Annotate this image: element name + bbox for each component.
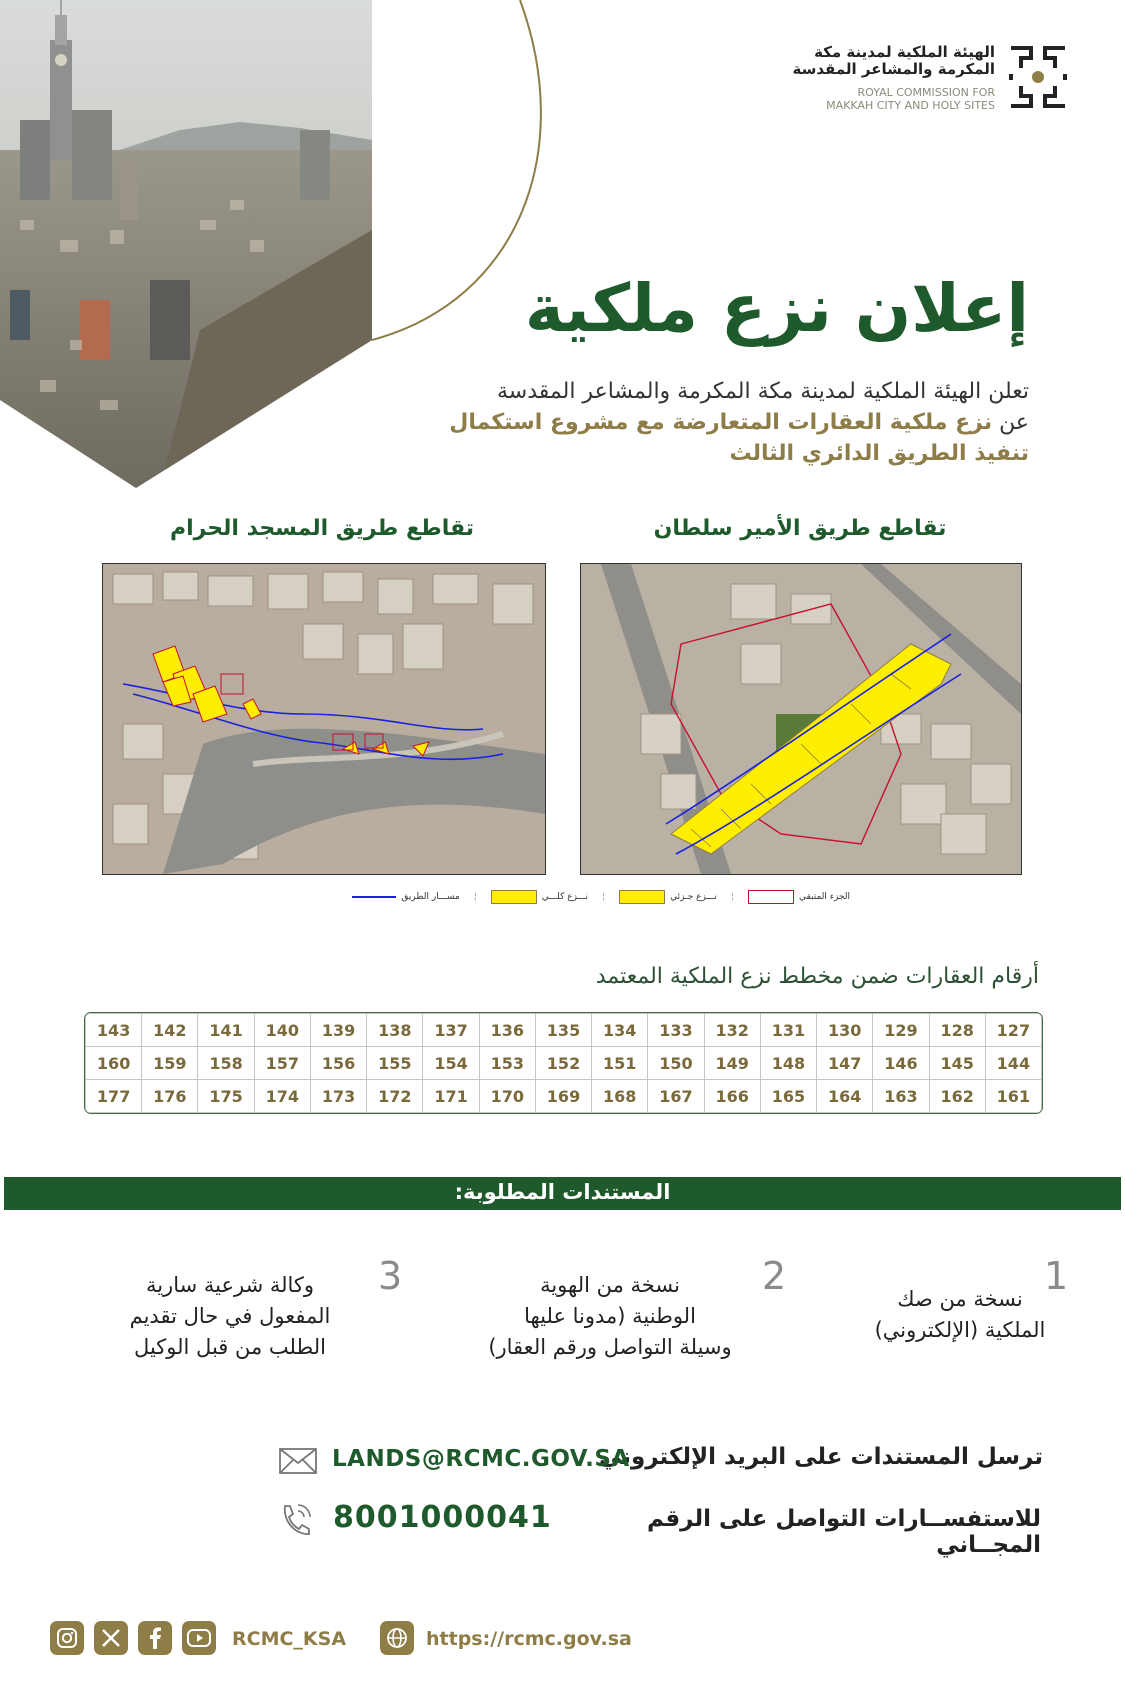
property-number-cell: 142 — [142, 1014, 198, 1047]
social-handle[interactable]: RCMC_KSA — [232, 1628, 347, 1650]
property-number-cell: 175 — [198, 1080, 254, 1113]
property-number-cell: 176 — [142, 1080, 198, 1113]
property-number-cell: 133 — [648, 1014, 704, 1047]
property-number-cell: 163 — [873, 1080, 929, 1113]
property-number-cell: 130 — [817, 1014, 873, 1047]
table-row — [86, 1047, 1042, 1080]
legend-divider: ¦ — [730, 892, 734, 902]
legend-divider: ¦ — [473, 892, 477, 902]
property-number-cell: 174 — [254, 1080, 310, 1113]
website-link[interactable]: https://rcmc.gov.sa — [426, 1628, 632, 1650]
legend-full-swatch — [491, 890, 537, 904]
property-number-cell: 149 — [704, 1047, 760, 1080]
property-number-cell: 151 — [592, 1047, 648, 1080]
property-number-cell: 139 — [310, 1014, 366, 1047]
doc-1-number: 1 — [1044, 1254, 1069, 1298]
property-number-cell: 161 — [985, 1080, 1041, 1113]
property-number-cell: 141 — [198, 1014, 254, 1047]
doc-2-text — [450, 1270, 770, 1363]
legend-remaining — [748, 890, 850, 904]
property-number-cell: 156 — [310, 1047, 366, 1080]
email-label: ترسل المستندات على البريد الإلكتروني — [599, 1444, 1043, 1470]
doc-1-text — [840, 1284, 1080, 1346]
legend-route-label: مســـار الطريق — [401, 892, 460, 902]
legend-full — [491, 890, 588, 904]
intro-line2-prefix: عن — [999, 410, 1029, 435]
property-number-cell: 146 — [873, 1047, 929, 1080]
table-row — [86, 1080, 1042, 1113]
property-number-cell: 170 — [479, 1080, 535, 1113]
property-numbers-table — [84, 1012, 1043, 1114]
intro-line1: تعلن الهيئة الملكية لمدينة مكة المكرمة والمشاعر المقدسة — [497, 379, 1029, 404]
table-row — [86, 1014, 1042, 1047]
property-number-cell: 135 — [535, 1014, 591, 1047]
property-number-cell: 165 — [760, 1080, 816, 1113]
x-icon[interactable] — [94, 1621, 128, 1655]
legend-partial-swatch — [619, 890, 665, 904]
property-number-cell: 166 — [704, 1080, 760, 1113]
legend-route — [352, 892, 459, 902]
property-number-cell: 136 — [479, 1014, 535, 1047]
property-number-cell: 154 — [423, 1047, 479, 1080]
legend-divider: ¦ — [602, 892, 606, 902]
property-number-cell: 167 — [648, 1080, 704, 1113]
instagram-icon[interactable] — [50, 1621, 84, 1655]
property-number-cell: 164 — [817, 1080, 873, 1113]
logo-arabic-name — [735, 44, 995, 78]
property-number-cell: 127 — [985, 1014, 1041, 1047]
youtube-icon[interactable] — [182, 1621, 216, 1655]
property-number-cell: 132 — [704, 1014, 760, 1047]
property-number-cell: 134 — [592, 1014, 648, 1047]
phone-icon — [279, 1503, 311, 1537]
phone-label: للاستفســارات التواصل على الرقم المجــاني — [647, 1506, 1041, 1558]
intro-line2-bold: نزع ملكية العقارات المتعارضة مع مشروع استكمال — [449, 410, 993, 435]
legend-route-swatch — [352, 896, 396, 898]
doc-1-line1: نسخة من صك — [897, 1287, 1023, 1311]
property-number-cell: 173 — [310, 1080, 366, 1113]
doc-3-number: 3 — [378, 1254, 403, 1298]
logo-english-name — [735, 86, 995, 112]
phone-number[interactable]: 8001000041 — [333, 1500, 552, 1535]
property-number-cell: 168 — [592, 1080, 648, 1113]
doc-3-text — [90, 1270, 370, 1363]
logo-ar-line2: المكرمة والمشاعر المقدسة — [792, 60, 995, 78]
property-number-cell: 157 — [254, 1047, 310, 1080]
property-number-cell: 129 — [873, 1014, 929, 1047]
legend-remaining-label: الجزء المتبقي — [798, 892, 850, 902]
intro-line2 — [309, 407, 1029, 438]
property-number-cell: 152 — [535, 1047, 591, 1080]
doc-3-line3: الطلب من قبل الوكيل — [134, 1335, 326, 1359]
property-number-cell: 172 — [367, 1080, 423, 1113]
page-title: إعلان نزع ملكية — [524, 270, 1029, 347]
map-legend — [270, 888, 850, 906]
mail-icon — [279, 1448, 317, 1474]
property-number-cell: 145 — [929, 1047, 985, 1080]
legend-full-label: نـــزع كلـــي — [541, 892, 589, 902]
map-prince-sultan-intersection — [580, 563, 1022, 875]
doc-3-line2: المفعول في حال تقديم — [129, 1304, 331, 1328]
map-masjid-haram-intersection — [102, 563, 546, 875]
intro-line3: تنفيذ الطريق الدائري الثالث — [729, 441, 1029, 466]
email-link[interactable]: LANDS@RCMC.GOV.SA — [332, 1446, 630, 1472]
property-number-cell: 150 — [648, 1047, 704, 1080]
logo-en-line1: ROYAL COMMISSION FOR — [857, 86, 995, 99]
property-number-cell: 153 — [479, 1047, 535, 1080]
property-number-cell: 143 — [86, 1014, 142, 1047]
logo-ar-line1: الهيئة الملكية لمدينة مكة — [814, 43, 995, 61]
property-number-cell: 148 — [760, 1047, 816, 1080]
property-number-cell: 169 — [535, 1080, 591, 1113]
property-number-cell: 138 — [367, 1014, 423, 1047]
property-number-cell: 155 — [367, 1047, 423, 1080]
property-number-cell: 137 — [423, 1014, 479, 1047]
legend-remaining-swatch — [748, 890, 794, 904]
property-number-cell: 171 — [423, 1080, 479, 1113]
property-number-cell: 177 — [86, 1080, 142, 1113]
logo-en-line2: MAKKAH CITY AND HOLY SITES — [826, 99, 995, 112]
doc-2-line3: وسيلة التواصل ورقم العقار) — [488, 1335, 732, 1359]
property-number-cell: 131 — [760, 1014, 816, 1047]
property-number-cell: 158 — [198, 1047, 254, 1080]
doc-2-number: 2 — [762, 1254, 787, 1298]
property-number-cell: 140 — [254, 1014, 310, 1047]
map-title-masjid-haram: تقاطع طريق المسجد الحرام — [169, 516, 475, 541]
property-number-cell: 128 — [929, 1014, 985, 1047]
doc-2-line1: نسخة من الهوية — [540, 1273, 680, 1297]
facebook-icon[interactable] — [138, 1621, 172, 1655]
docs-title: المستندات المطلوبة: — [454, 1180, 671, 1204]
property-number-cell: 160 — [86, 1047, 142, 1080]
property-number-cell: 159 — [142, 1047, 198, 1080]
map-title-prince-sultan: تقاطع طريق الأمير سلطان — [653, 516, 947, 541]
rcmc-logo-icon — [1007, 44, 1069, 110]
property-number-cell: 147 — [817, 1047, 873, 1080]
legend-partial — [619, 890, 717, 904]
intro-text — [309, 376, 1029, 469]
doc-1-line2: الملكية (الإلكتروني) — [874, 1318, 1046, 1342]
property-number-cell: 144 — [985, 1047, 1041, 1080]
table-title: أرقام العقارات ضمن مخطط نزع الملكية المعتمد — [595, 964, 1039, 989]
property-number-cell: 162 — [929, 1080, 985, 1113]
globe-icon[interactable] — [380, 1621, 414, 1655]
doc-3-line1: وكالة شرعية سارية — [145, 1273, 315, 1297]
legend-partial-label: نـــزع جـزئي — [670, 892, 717, 902]
doc-2-line2: الوطنية (مدونا عليها — [524, 1304, 696, 1328]
